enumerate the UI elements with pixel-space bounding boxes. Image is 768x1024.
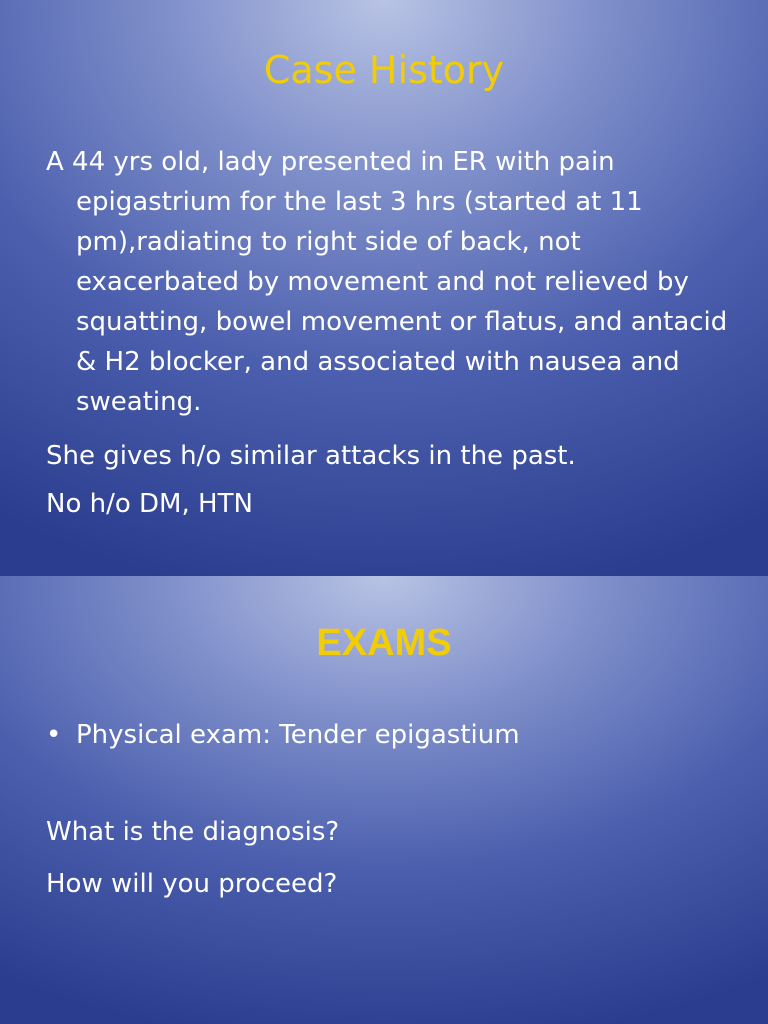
past-history: She gives h/o similar attacks in the past. xyxy=(46,441,576,471)
question-diagnosis: What is the diagnosis? xyxy=(46,817,340,847)
case-description: A 44 yrs old, lady presented in ER with pain epigastrium for the last 3 hrs (started at 11 pm),radiating to right side of back, not exacerbated by movement and not relieved by squatting, bowel movement or flatus, and antacid & H2 blocker, and associated with nausea and sweating. xyxy=(46,147,728,417)
physical-exam-text: Physical exam: Tender epigastium xyxy=(76,720,520,750)
slide-title: EXAMS xyxy=(316,622,452,664)
list-item xyxy=(46,715,736,755)
question-proceed: How will you proceed? xyxy=(46,869,338,899)
bullet-icon: • xyxy=(46,720,62,750)
slide-exams xyxy=(0,576,768,1024)
slide-title: Case History xyxy=(263,48,505,92)
medical-history: No h/o DM, HTN xyxy=(46,489,253,519)
